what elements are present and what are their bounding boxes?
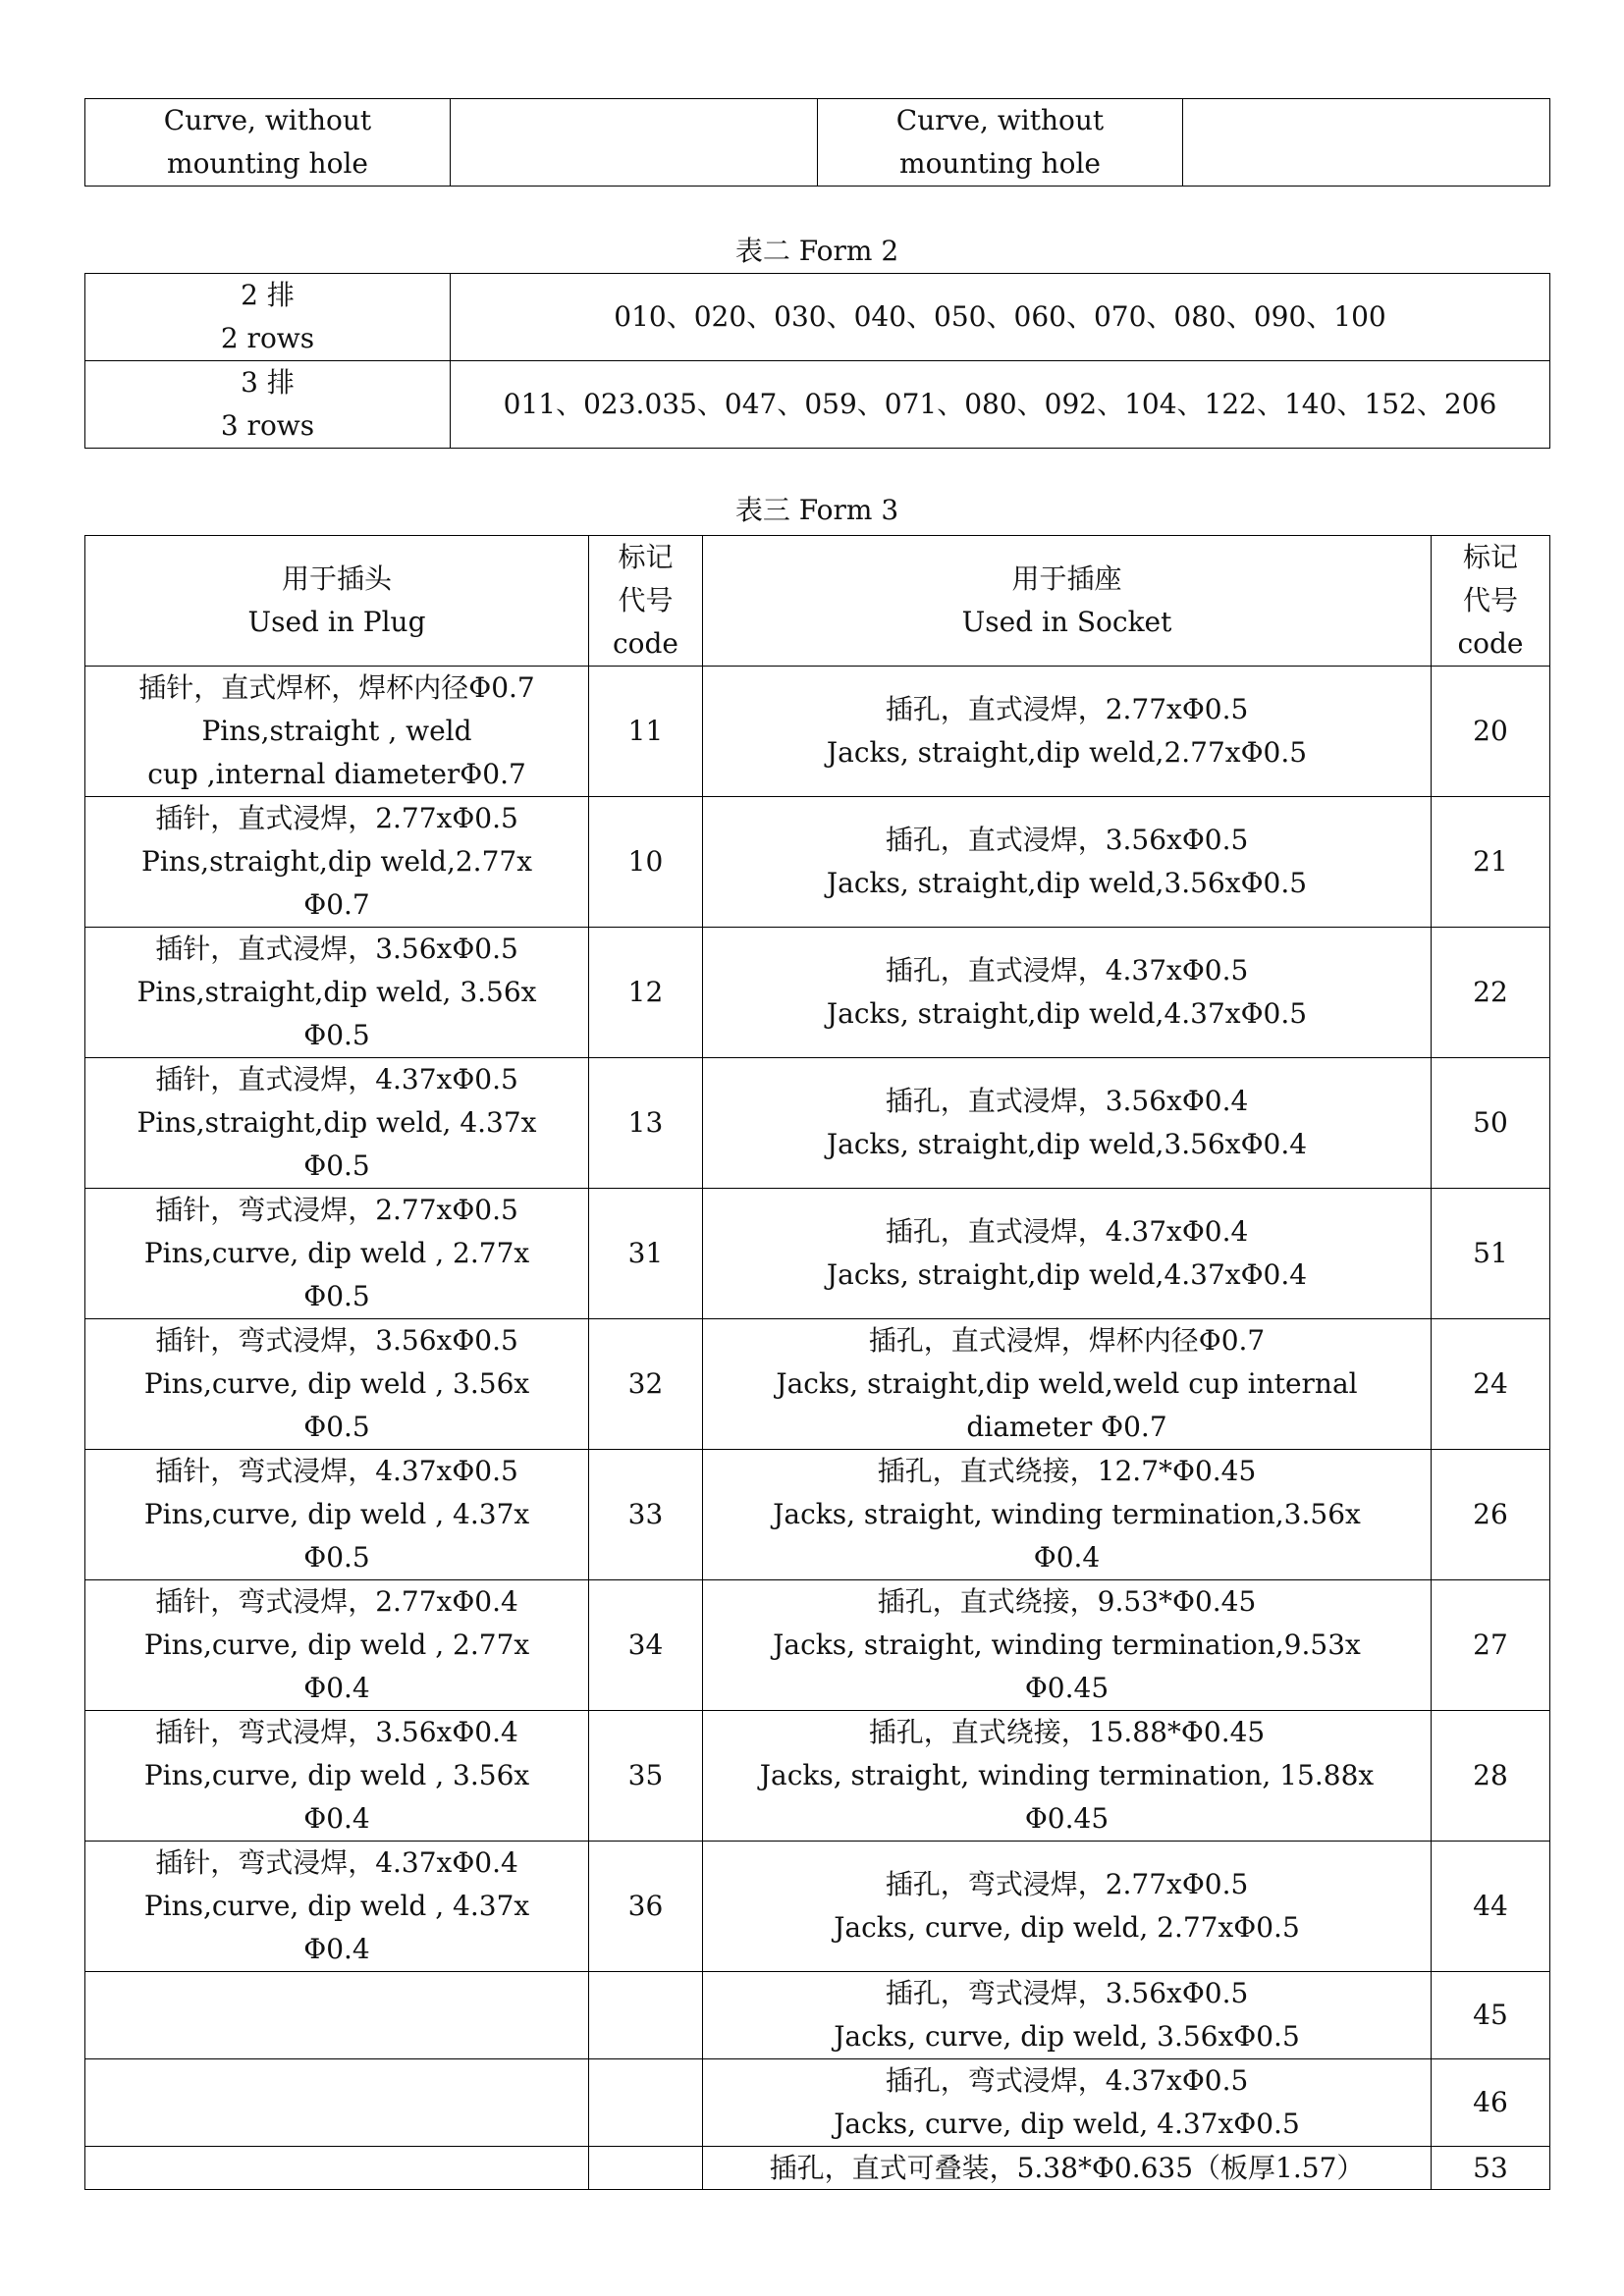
form1-cell [818, 99, 1183, 187]
text-line: 代号 [618, 584, 674, 616]
socket-code-cell [1432, 1058, 1550, 1189]
row-label [85, 274, 451, 361]
text-line: Pins,curve, dip weld , 2.77x [143, 1237, 530, 1269]
text-line: Jacks, straight,dip weld,4.37xΦ0.5 [826, 997, 1308, 1030]
text-line: 插针，弯式浸焊，4.37xΦ0.4 [155, 1846, 518, 1879]
text-line: 36 [627, 1890, 664, 1922]
header-plug [85, 536, 589, 667]
plug-code-cell [589, 1450, 703, 1580]
plug-code-cell [589, 1189, 703, 1319]
plug-code-cell [589, 1058, 703, 1189]
socket-cell [703, 1189, 1432, 1319]
form3-body [85, 667, 1550, 2190]
plug-cell [85, 1450, 589, 1580]
text-line: Pins,curve, dip weld , 2.77x [143, 1629, 530, 1661]
text-line: Jacks, curve, dip weld, 4.37xΦ0.5 [834, 2108, 1300, 2140]
text-line: 插孔，直式浸焊，4.37xΦ0.4 [885, 1215, 1249, 1248]
text-line: Jacks, straight,dip weld,3.56xΦ0.4 [826, 1128, 1308, 1160]
header-socket [703, 536, 1432, 667]
plug-code-cell [589, 2147, 703, 2190]
plug-cell [85, 928, 589, 1058]
text-line: 插孔，弯式浸焊，2.77xΦ0.5 [885, 1868, 1249, 1900]
text-line: mounting hole [899, 147, 1101, 180]
text-line: code [1457, 627, 1524, 660]
form1-cell [1183, 99, 1550, 187]
table-row [85, 2059, 1550, 2147]
text-line: 用于插座 [1011, 562, 1122, 595]
text-line: Pins,straight , weld [201, 715, 472, 747]
text-line: 53 [1473, 2151, 1508, 2184]
text-line: Φ0.5 [303, 1541, 370, 1574]
table-row [85, 1058, 1550, 1189]
text-line: 插针，弯式浸焊，2.77xΦ0.4 [155, 1585, 518, 1618]
text-line: 插孔，直式可叠装，5.38*Φ0.635（板厚1.57） [769, 2151, 1365, 2184]
text-line: 插孔，弯式浸焊，3.56xΦ0.5 [885, 1977, 1249, 2009]
text-line: Φ0.7 [303, 888, 370, 921]
text-line: 标记 [618, 541, 674, 573]
text-line: Pins,straight,dip weld,2.77x [140, 845, 532, 878]
form1-cell [451, 99, 818, 187]
text-line: 28 [1473, 1759, 1508, 1791]
socket-code-cell [1432, 2059, 1550, 2147]
plug-code-cell [589, 928, 703, 1058]
text-line: Jacks, curve, dip weld, 3.56xΦ0.5 [834, 2020, 1300, 2053]
form3-caption: 表三 Form 3 [734, 494, 899, 526]
table-header-row [85, 536, 1550, 667]
text-line: 插针，弯式浸焊，3.56xΦ0.4 [155, 1716, 518, 1748]
text-line: Φ0.45 [1024, 1802, 1110, 1835]
text-line: Jacks, curve, dip weld, 2.77xΦ0.5 [834, 1911, 1300, 1944]
text-line: Curve, without [895, 104, 1105, 136]
text-line: 35 [627, 1759, 664, 1791]
plug-code-cell [589, 797, 703, 928]
table-row [85, 667, 1550, 797]
text-line: 3 排 [241, 366, 295, 399]
text-line: 插孔，直式浸焊，焊杯内径Φ0.7 [868, 1324, 1266, 1357]
text-line: Used in Plug [247, 606, 426, 638]
text-line: Φ0.45 [1024, 1672, 1110, 1704]
socket-cell [703, 1319, 1432, 1450]
socket-cell [703, 1842, 1432, 1972]
plug-cell [85, 1319, 589, 1450]
text-line: Φ0.5 [303, 1411, 370, 1443]
header-plug-code [589, 536, 703, 667]
table-row [85, 1450, 1550, 1580]
text-line: Pins,curve, dip weld , 4.37x [143, 1890, 530, 1922]
plug-cell [85, 1189, 589, 1319]
socket-cell [703, 1058, 1432, 1189]
socket-code-cell [1432, 667, 1550, 797]
table-row [85, 928, 1550, 1058]
socket-cell [703, 1711, 1432, 1842]
text-line: 46 [1473, 2086, 1508, 2118]
text-line: 插针，弯式浸焊，4.37xΦ0.5 [155, 1455, 518, 1487]
text-line: Pins,curve, dip weld , 4.37x [143, 1498, 530, 1530]
plug-code-cell [589, 1319, 703, 1450]
text-line: Pins,straight,dip weld, 4.37x [136, 1106, 537, 1139]
plug-cell [85, 667, 589, 797]
text-line: 2 rows [220, 322, 315, 354]
plug-code-cell [589, 1580, 703, 1711]
text-line: 50 [1473, 1106, 1508, 1139]
plug-code-cell [589, 667, 703, 797]
plug-cell [85, 1058, 589, 1189]
text-line: Jacks, straight,dip weld,weld cup internal [776, 1367, 1358, 1400]
socket-cell [703, 667, 1432, 797]
text-line: code [612, 627, 679, 660]
text-line: 13 [627, 1106, 664, 1139]
table-row [85, 1711, 1550, 1842]
text-line: Jacks, straight, winding termination, 15.88x [759, 1759, 1375, 1791]
socket-cell [703, 1972, 1432, 2059]
text-line: Curve, without [163, 104, 372, 136]
text-line: 2 排 [241, 279, 295, 311]
text-line: cup ,internal diameterΦ0.7 [147, 758, 526, 790]
text-line: Φ0.5 [303, 1019, 370, 1051]
plug-code-cell [589, 2059, 703, 2147]
table-row [85, 274, 1550, 361]
text-line: 24 [1473, 1367, 1508, 1400]
text-line: 12 [627, 976, 664, 1008]
row-codes [451, 361, 1550, 449]
socket-code-cell [1432, 1189, 1550, 1319]
text-line: 插针，直式浸焊，3.56xΦ0.5 [155, 933, 518, 965]
text-line: 插孔，直式绕接，12.7*Φ0.45 [877, 1455, 1257, 1487]
socket-code-cell [1432, 1972, 1550, 2059]
text-line: 插孔，直式绕接，9.53*Φ0.45 [877, 1585, 1257, 1618]
text-line: 插孔，直式浸焊，3.56xΦ0.5 [885, 824, 1249, 856]
plug-code-cell [589, 1711, 703, 1842]
text-line: 插针，直式焊杯，焊杯内径Φ0.7 [138, 671, 535, 704]
text-line: Jacks, straight, winding termination,3.56x [773, 1498, 1361, 1530]
plug-cell [85, 1842, 589, 1972]
plug-cell [85, 797, 589, 928]
text-line: 插针，弯式浸焊，2.77xΦ0.5 [155, 1194, 518, 1226]
text-line: Φ0.4 [303, 1933, 370, 1965]
text-line: Pins,straight,dip weld, 3.56x [136, 976, 537, 1008]
text-line: Jacks, straight, winding termination,9.53x [773, 1629, 1361, 1661]
text-line: 31 [627, 1237, 664, 1269]
text-line: 010、020、030、040、050、060、070、080、090、100 [614, 300, 1386, 333]
text-line: 插孔，直式浸焊，4.37xΦ0.5 [885, 954, 1249, 987]
text-line: Φ0.5 [303, 1280, 370, 1312]
text-line: Jacks, straight,dip weld,4.37xΦ0.4 [826, 1258, 1308, 1291]
socket-cell [703, 928, 1432, 1058]
socket-cell [703, 797, 1432, 928]
text-line: 20 [1473, 715, 1508, 747]
text-line: 10 [627, 845, 664, 878]
socket-code-cell [1432, 1319, 1550, 1450]
form1-continuation-table [84, 98, 1550, 187]
plug-cell [85, 1972, 589, 2059]
text-line: 插针，直式浸焊，2.77xΦ0.5 [155, 802, 518, 834]
plug-cell [85, 1711, 589, 1842]
table-row [85, 99, 1550, 187]
socket-cell [703, 2059, 1432, 2147]
socket-code-cell [1432, 1711, 1550, 1842]
text-line: Pins,curve, dip weld , 3.56x [143, 1759, 530, 1791]
table-row [85, 1580, 1550, 1711]
row-codes [451, 274, 1550, 361]
table-row [85, 1972, 1550, 2059]
text-line: Φ0.4 [1033, 1541, 1101, 1574]
text-line: 32 [627, 1367, 664, 1400]
text-line: 26 [1473, 1498, 1508, 1530]
socket-code-cell [1432, 2147, 1550, 2190]
text-line: 插孔，弯式浸焊，4.37xΦ0.5 [885, 2064, 1249, 2097]
text-line: 用于插头 [281, 562, 392, 595]
table-row [85, 797, 1550, 928]
text-line: Jacks, straight,dip weld,2.77xΦ0.5 [826, 736, 1308, 769]
text-line: Φ0.5 [303, 1149, 370, 1182]
text-line: 代号 [1462, 584, 1518, 616]
text-line: 011、023.035、047、059、071、080、092、104、122、140、152、206 [503, 388, 1497, 420]
text-line: 27 [1473, 1629, 1508, 1661]
plug-code-cell [589, 1972, 703, 2059]
plug-cell [85, 2147, 589, 2190]
plug-code-cell [589, 1842, 703, 1972]
text-line: mounting hole [167, 147, 368, 180]
text-line: 44 [1473, 1890, 1508, 1922]
socket-code-cell [1432, 1842, 1550, 1972]
text-line: 插针，弯式浸焊，3.56xΦ0.5 [155, 1324, 518, 1357]
socket-cell [703, 2147, 1432, 2190]
plug-cell [85, 2059, 589, 2147]
text-line: 插孔，直式绕接，15.88*Φ0.45 [868, 1716, 1266, 1748]
text-line: Φ0.4 [303, 1802, 370, 1835]
socket-code-cell [1432, 1580, 1550, 1711]
row-label [85, 361, 451, 449]
text-line: diameter Φ0.7 [966, 1411, 1167, 1443]
table-row [85, 361, 1550, 449]
form2-table [84, 273, 1550, 449]
text-line: 3 rows [220, 409, 315, 442]
text-line: 插孔，直式浸焊，2.77xΦ0.5 [885, 693, 1249, 725]
socket-code-cell [1432, 1450, 1550, 1580]
table-row [85, 1319, 1550, 1450]
form2-caption: 表二 Form 2 [734, 235, 899, 267]
plug-cell [85, 1580, 589, 1711]
form3-table [84, 535, 1550, 2190]
text-line: 插针，直式浸焊，4.37xΦ0.5 [155, 1063, 518, 1095]
text-line: 51 [1473, 1237, 1508, 1269]
socket-cell [703, 1580, 1432, 1711]
text-line: 34 [627, 1629, 664, 1661]
text-line: 21 [1473, 845, 1508, 878]
table-row [85, 1842, 1550, 1972]
text-line: 11 [627, 715, 664, 747]
text-line: 45 [1473, 1999, 1508, 2031]
text-line: 22 [1473, 976, 1508, 1008]
text-line: 标记 [1462, 541, 1518, 573]
header-socket-code [1432, 536, 1550, 667]
table-row [85, 1189, 1550, 1319]
text-line: 插孔，直式浸焊，3.56xΦ0.4 [885, 1085, 1249, 1117]
socket-code-cell [1432, 797, 1550, 928]
form1-cell [85, 99, 451, 187]
text-line: Used in Socket [961, 606, 1172, 638]
socket-cell [703, 1450, 1432, 1580]
text-line: Φ0.4 [303, 1672, 370, 1704]
text-line: Pins,curve, dip weld , 3.56x [143, 1367, 530, 1400]
table-row [85, 2147, 1550, 2190]
text-line: 33 [627, 1498, 664, 1530]
socket-code-cell [1432, 928, 1550, 1058]
text-line: Jacks, straight,dip weld,3.56xΦ0.5 [826, 867, 1308, 899]
